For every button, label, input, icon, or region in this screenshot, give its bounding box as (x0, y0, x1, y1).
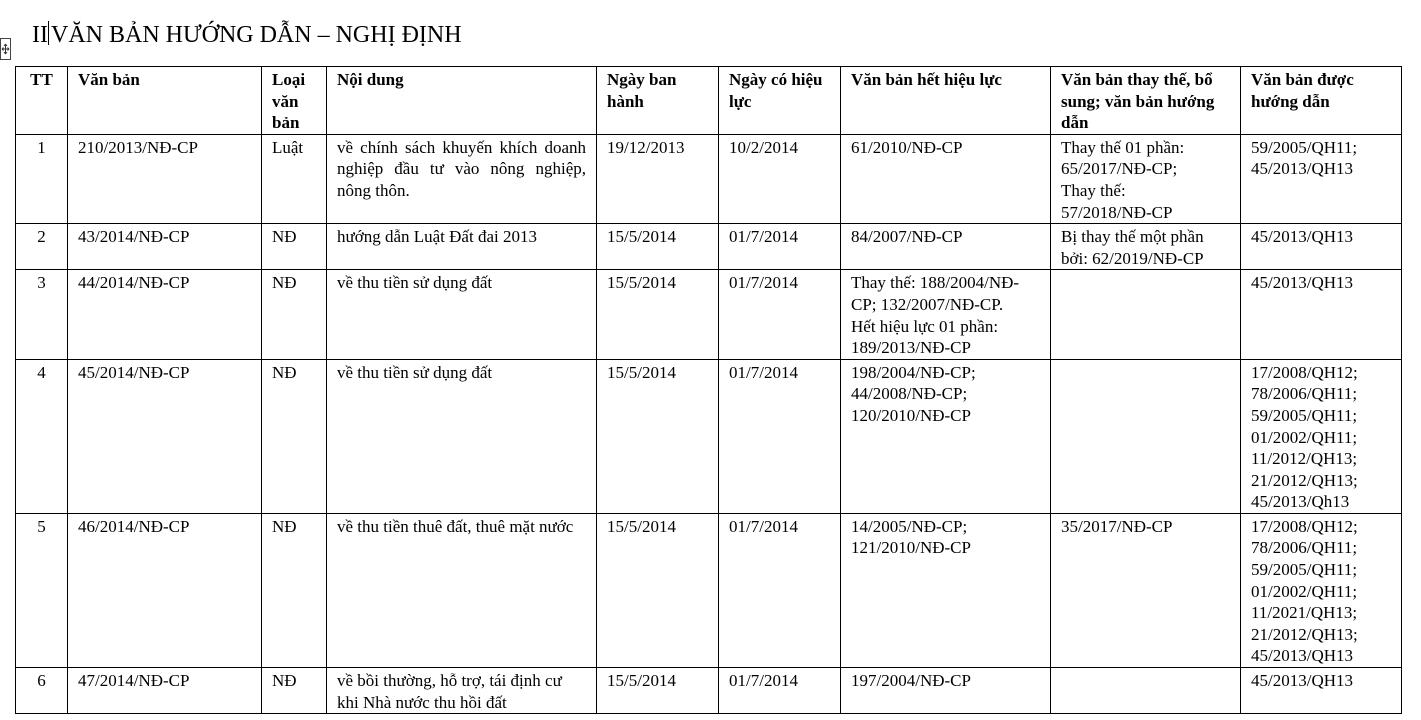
table-header-row (16, 67, 1402, 135)
cell-duoc-huong-dan (1241, 224, 1402, 270)
column-header-ngay-ban-hanh (597, 67, 719, 135)
cell-thay-the (1051, 224, 1241, 270)
section-heading (32, 20, 462, 50)
cell-line: CP; 132/2007/NĐ-CP. (851, 294, 1004, 314)
cell-van-ban: 46/2014/NĐ-CP (68, 513, 262, 667)
cell-noi-dung: về chính sách khuyến khích doanh nghiệp đầu tư vào nông nghiệp, nông thôn. (327, 134, 597, 223)
cell-noi-dung: về thu tiền thuê đất, thuê mặt nước (327, 513, 597, 667)
header-line: Văn bản (78, 70, 140, 89)
cell-thay-the (1051, 513, 1241, 667)
cell-line: 59/2005/QH11; (1251, 137, 1358, 157)
cell-ngay-hieu-luc: 01/7/2014 (719, 270, 841, 359)
cell-line: 45/2013/QH13 (1251, 671, 1353, 691)
move-arrows-icon (1, 39, 10, 59)
cell-line: 189/2013/NĐ-CP (851, 338, 971, 358)
cell-line: 21/2012/QH13; (1251, 470, 1358, 490)
cell-duoc-huong-dan (1241, 668, 1402, 714)
cell-line: 84/2007/NĐ-CP (851, 227, 963, 247)
cell-ngay-hieu-luc: 01/7/2014 (719, 224, 841, 270)
column-header-loai (262, 67, 327, 135)
cell-duoc-huong-dan (1241, 359, 1402, 513)
header-line: hướng dẫn (1251, 91, 1330, 111)
cell-loai: NĐ (262, 270, 327, 359)
cell-tt: 3 (16, 270, 68, 359)
cell-line: 78/2006/QH11; (1251, 538, 1358, 558)
cell-line: 45/2013/QH13 (1251, 159, 1353, 179)
header-line: Văn bản thay thế, bổ (1061, 70, 1213, 89)
cell-tt: 5 (16, 513, 68, 667)
cell-line: 44/2008/NĐ-CP; (851, 384, 968, 404)
cell-line: 17/2008/QH12; (1251, 516, 1358, 536)
cell-het-hieu-luc (841, 270, 1051, 359)
cell-line: Thay thế: (1061, 180, 1126, 200)
cell-loai: NĐ (262, 668, 327, 714)
cell-line: 01/2002/QH11; (1251, 427, 1358, 447)
cell-line: 120/2010/NĐ-CP (851, 405, 971, 425)
cell-het-hieu-luc (841, 513, 1051, 667)
header-line: văn (272, 91, 299, 111)
cell-line: 45/2013/QH13 (1251, 273, 1353, 293)
cell-loai: Luật (262, 134, 327, 223)
cell-line: 45/2013/QH13 (1251, 227, 1353, 247)
cell-ngay-ban-hanh: 15/5/2014 (597, 359, 719, 513)
section-roman: II (32, 22, 48, 48)
cell-het-hieu-luc (841, 224, 1051, 270)
cell-line: Hết hiệu lực 01 phần: (851, 316, 999, 336)
cell-noi-dung: về bồi thường, hỗ trợ, tái định cư khi Nhà nước thu hồi đất (327, 668, 597, 714)
cell-noi-dung: về thu tiền sử dụng đất (327, 270, 597, 359)
header-line: lực (729, 91, 752, 111)
cell-noi-dung: hướng dẫn Luật Đất đai 2013 (327, 224, 597, 270)
cell-line: 197/2004/NĐ-CP (851, 671, 971, 691)
cell-ngay-ban-hanh: 15/5/2014 (597, 224, 719, 270)
cell-van-ban: 44/2014/NĐ-CP (68, 270, 262, 359)
cell-ngay-ban-hanh: 15/5/2014 (597, 513, 719, 667)
cell-van-ban: 47/2014/NĐ-CP (68, 668, 262, 714)
table-row (16, 134, 1402, 223)
cell-line: 59/2005/QH11; (1251, 560, 1358, 580)
header-line: dẫn (1061, 113, 1089, 133)
cell-ngay-hieu-luc: 01/7/2014 (719, 359, 841, 513)
section-title: VĂN BẢN HƯỚNG DẪN – NGHỊ ĐỊNH (50, 22, 462, 48)
cell-line: 198/2004/NĐ-CP; (851, 362, 976, 382)
cell-ngay-hieu-luc: 01/7/2014 (719, 668, 841, 714)
column-header-tt (16, 67, 68, 135)
cell-thay-the (1051, 134, 1241, 223)
cell-loai: NĐ (262, 359, 327, 513)
table-row (16, 359, 1402, 513)
cell-line: Bị thay thế một phần (1061, 227, 1204, 247)
cell-line: 59/2005/QH11; (1251, 405, 1358, 425)
cell-ngay-hieu-luc: 01/7/2014 (719, 513, 841, 667)
cell-ngay-hieu-luc: 10/2/2014 (719, 134, 841, 223)
cell-line: 14/2005/NĐ-CP; (851, 516, 968, 536)
cell-ngay-ban-hanh: 15/5/2014 (597, 668, 719, 714)
cell-ngay-ban-hanh: 19/12/2013 (597, 134, 719, 223)
cell-duoc-huong-dan (1241, 513, 1402, 667)
header-line: Ngày có hiệu (729, 70, 823, 89)
cell-loai: NĐ (262, 224, 327, 270)
header-line: Văn bản được (1251, 70, 1354, 89)
cell-line: 11/2021/QH13; (1251, 603, 1358, 623)
cell-ngay-ban-hanh: 15/5/2014 (597, 270, 719, 359)
table-row (16, 513, 1402, 667)
column-header-noi-dung (327, 67, 597, 135)
header-line: Văn bản hết hiệu lực (851, 70, 1002, 89)
cell-thay-the (1051, 270, 1241, 359)
text-cursor (48, 21, 49, 45)
cell-line: 45/2013/QH13 (1251, 646, 1353, 666)
cell-het-hieu-luc (841, 668, 1051, 714)
cell-line: 45/2013/Qh13 (1251, 492, 1350, 512)
column-header-ngay-hieu-luc (719, 67, 841, 135)
cell-duoc-huong-dan (1241, 270, 1402, 359)
cell-tt: 6 (16, 668, 68, 714)
table-body (16, 134, 1402, 713)
cell-thay-the (1051, 668, 1241, 714)
documents-table (15, 66, 1402, 714)
column-header-duoc-huong-dan (1241, 67, 1402, 135)
cell-line: 11/2012/QH13; (1251, 449, 1358, 469)
header-line: sung; văn bản hướng (1061, 91, 1215, 111)
cell-van-ban: 43/2014/NĐ-CP (68, 224, 262, 270)
cell-line: 78/2006/QH11; (1251, 384, 1358, 404)
cell-line: 57/2018/NĐ-CP (1061, 202, 1173, 222)
header-line: Ngày ban (607, 70, 677, 89)
header-line: Loại (272, 70, 306, 89)
cell-loai: NĐ (262, 513, 327, 667)
cell-line: 65/2017/NĐ-CP; (1061, 159, 1178, 179)
cell-line: bởi: 62/2019/NĐ-CP (1061, 248, 1204, 268)
column-header-thay-the (1051, 67, 1241, 135)
cell-noi-dung: về thu tiền sử dụng đất (327, 359, 597, 513)
header-line: Nội dung (337, 70, 404, 89)
cell-line: 121/2010/NĐ-CP (851, 538, 971, 558)
cell-het-hieu-luc (841, 359, 1051, 513)
cell-tt: 2 (16, 224, 68, 270)
table-move-handle[interactable] (0, 38, 11, 60)
cell-line: Thay thế: 188/2004/NĐ- (851, 273, 1020, 293)
table-row (16, 270, 1402, 359)
header-line: bản (272, 113, 300, 133)
cell-line: 61/2010/NĐ-CP (851, 137, 963, 157)
header-line: TT (30, 70, 53, 89)
cell-line: Thay thế 01 phần: (1061, 137, 1185, 157)
column-header-van-ban (68, 67, 262, 135)
cell-tt: 4 (16, 359, 68, 513)
header-line: hành (607, 91, 644, 111)
cell-line: 01/2002/QH11; (1251, 581, 1358, 601)
cell-tt: 1 (16, 134, 68, 223)
cell-het-hieu-luc (841, 134, 1051, 223)
cell-duoc-huong-dan (1241, 134, 1402, 223)
cell-line: 17/2008/QH12; (1251, 362, 1358, 382)
cell-thay-the (1051, 359, 1241, 513)
table-row (16, 668, 1402, 714)
cell-line: 35/2017/NĐ-CP (1061, 516, 1173, 536)
cell-van-ban: 210/2013/NĐ-CP (68, 134, 262, 223)
table-row (16, 224, 1402, 270)
cell-line: 21/2012/QH13; (1251, 624, 1358, 644)
cell-van-ban: 45/2014/NĐ-CP (68, 359, 262, 513)
column-header-het-hieu-luc (841, 67, 1051, 135)
